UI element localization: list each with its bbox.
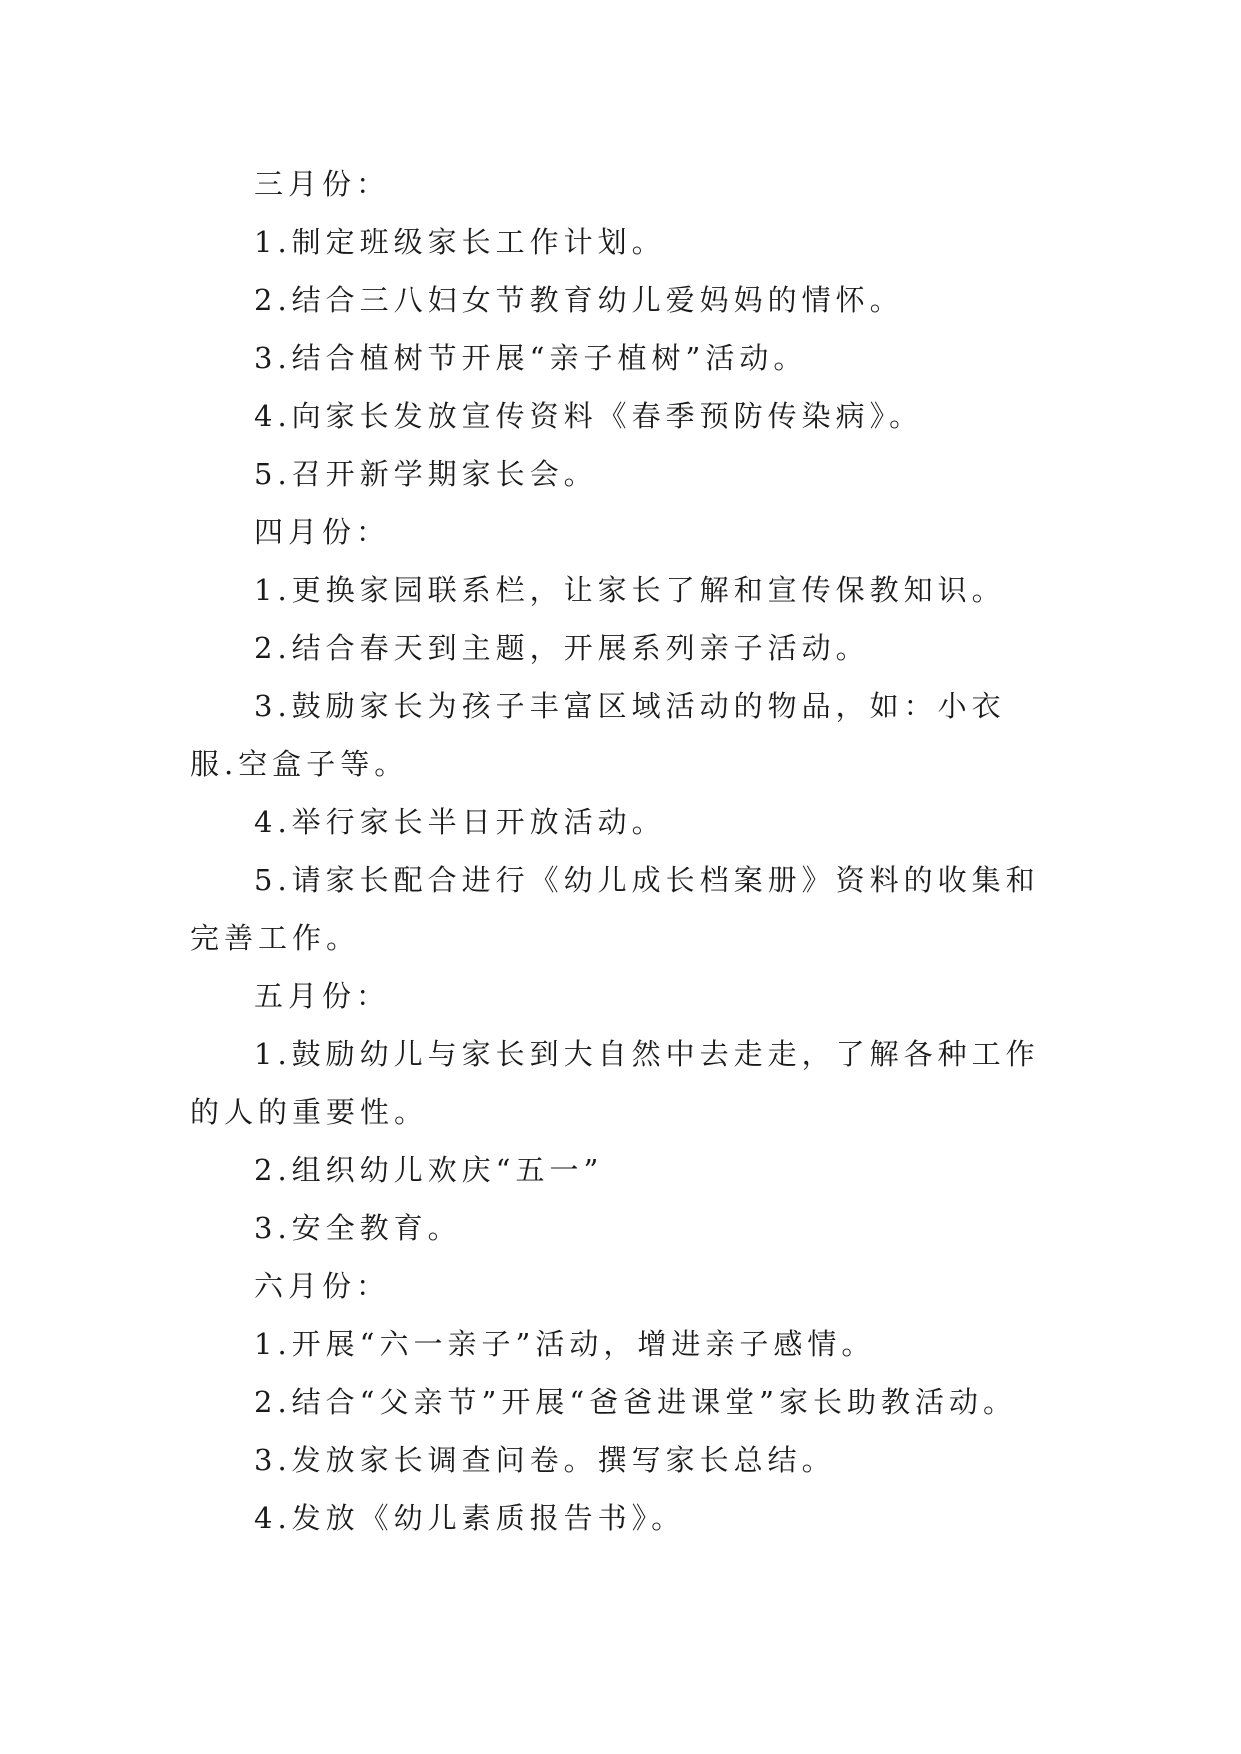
list-item: 1.开展“六一亲子”活动，增进亲子感情。 (254, 1327, 876, 1361)
list-item: 5.请家长配合进行《幼儿成长档案册》资料的收集和完善工作。 (190, 863, 1040, 955)
list-item: 3.发放家长调查问卷。撰写家长总结。 (254, 1443, 836, 1477)
month-heading-april: 四月份： (254, 515, 391, 549)
list-item: 2.结合“父亲节”开展“爸爸进课堂”家长助教活动。 (254, 1385, 1017, 1419)
list-item: 3.结合植树节开展“亲子植树”活动。 (254, 341, 808, 375)
list-item: 1.鼓励幼儿与家长到大自然中去走走，了解各种工作的人的重要性。 (190, 1037, 1040, 1129)
month-heading-may: 五月份： (254, 979, 391, 1013)
list-item: 4.向家长发放宣传资料《春季预防传染病》。 (254, 399, 924, 433)
list-item: 2.组织幼儿欢庆“五一” (254, 1153, 604, 1187)
list-item: 4.发放《幼儿素质报告书》。 (254, 1501, 686, 1535)
month-heading-march: 三月份： (254, 167, 391, 201)
list-item: 4.举行家长半日开放活动。 (254, 805, 666, 839)
list-item: 3.鼓励家长为孩子丰富区域活动的物品，如：小衣服.空盒子等。 (190, 689, 1006, 781)
list-item: 3.安全教育。 (254, 1211, 462, 1245)
list-item: 5.召开新学期家长会。 (254, 457, 598, 491)
list-item: 2.结合三八妇女节教育幼儿爱妈妈的情怀。 (254, 283, 904, 317)
list-item: 1.更换家园联系栏，让家长了解和宣传保教知识。 (254, 573, 1006, 607)
list-item: 1.制定班级家长工作计划。 (254, 225, 666, 259)
document-body (190, 155, 1050, 1547)
list-item: 2.结合春天到主题，开展系列亲子活动。 (254, 631, 870, 665)
month-heading-june: 六月份： (254, 1269, 391, 1303)
